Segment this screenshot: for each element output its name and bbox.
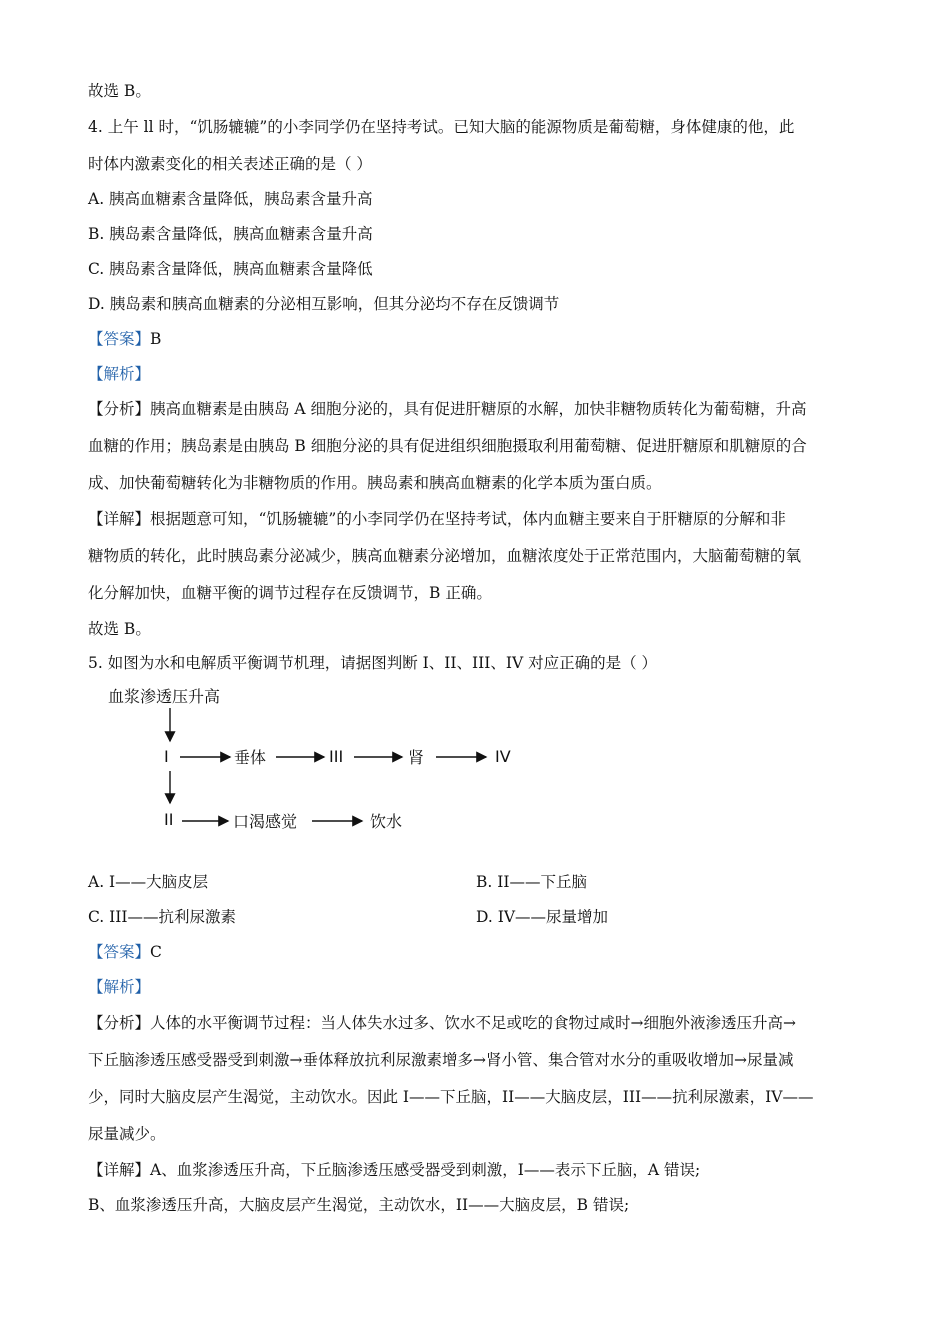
question-5-option-a: A. I——大脑皮层 xyxy=(88,873,209,891)
answer-value: C xyxy=(150,943,162,961)
question-5-detail-1: 【详解】A、血浆渗透压升高，下丘脑渗透压感受器受到刺激，I——表示下丘脑，A 错误; xyxy=(88,1161,701,1179)
question-5-option-c: C. III——抗利尿激素 xyxy=(88,908,237,926)
diagram-node-yinshui: 饮水 xyxy=(370,812,403,831)
answer-tag: 【答案】 xyxy=(88,330,151,348)
question-5-option-d: D. IV——尿量增加 xyxy=(476,908,609,926)
conclusion-line: 故选 B。 xyxy=(88,82,151,100)
diagram-node-II: II xyxy=(164,810,174,829)
question-5-stem: 5. 如图为水和电解质平衡调节机理，请据图判断 I、II、III、IV 对应正确的是（ ） xyxy=(88,654,658,672)
diagram-node-shen: 肾 xyxy=(408,748,425,767)
question-4-option-a: A. 胰高血糖素含量降低，胰岛素含量升高 xyxy=(88,190,373,208)
question-5-option-b: B. II——下丘脑 xyxy=(476,873,587,891)
question-5-answer xyxy=(88,941,162,963)
question-4-detail-3: 化分解加快，血糖平衡的调节过程存在反馈调节，B 正确。 xyxy=(88,584,492,602)
question-5-analysis-1: 【分析】人体的水平衡调节过程：当人体失水过多、饮水不足或吃的食物过咸时→细胞外液渗透压升高→ xyxy=(88,1014,796,1032)
question-4-option-c: C. 胰岛素含量降低，胰高血糖素含量降低 xyxy=(88,260,373,278)
question-4-analysis-2: 血糖的作用；胰岛素是由胰岛 B 细胞分泌的具有促进组织细胞摄取利用葡萄糖、促进肝糖原和肌糖原的合 xyxy=(88,437,807,455)
question-4-analysis-1: 【分析】胰高血糖素是由胰岛 A 细胞分泌的，具有促进肝糖原的水解，加快非糖物质转化为葡萄糖，升高 xyxy=(88,400,807,418)
diagram-node-kouke: 口渴感觉 xyxy=(233,812,298,831)
question-4-detail-2: 糖物质的转化，此时胰岛素分泌减少，胰高血糖素分泌增加，血糖浓度处于正常范围内，大脑葡萄糖的氧 xyxy=(88,547,802,565)
diagram-node-IV: IV xyxy=(495,747,511,766)
question-4-detail-1: 【详解】根据题意可知，“饥肠辘辘”的小李同学仍在坚持考试，体内血糖主要来自于肝糖原的分解和非 xyxy=(88,510,786,528)
question-4-stem-cont: 时体内激素变化的相关表述正确的是（ ） xyxy=(88,155,372,173)
diagram-node-chuiti: 垂体 xyxy=(234,748,267,767)
question-5-analysis-3: 少，同时大脑皮层产生渴觉，主动饮水。因此 I——下丘脑，II——大脑皮层，III——抗利尿激素，IV—— xyxy=(88,1088,814,1106)
answer-tag: 【答案】 xyxy=(88,943,151,961)
question-4-answer xyxy=(88,328,161,350)
question-4-option-b: B. 胰岛素含量降低，胰高血糖素含量升高 xyxy=(88,225,373,243)
question-4-analysis-tag: 【解析】 xyxy=(88,365,151,383)
question-5-analysis-2: 下丘脑渗透压感受器受到刺激→垂体释放抗利尿激素增多→肾小管、集合管对水分的重吸收增加→尿量减 xyxy=(88,1051,794,1069)
question-5-analysis-tag: 【解析】 xyxy=(88,978,151,996)
diagram-node-III: III xyxy=(329,747,344,766)
question-5-analysis-4: 尿量减少。 xyxy=(88,1125,166,1143)
water-balance-diagram xyxy=(100,683,560,843)
question-4-option-d: D. 胰岛素和胰高血糖素的分泌相互影响，但其分泌均不存在反馈调节 xyxy=(88,295,560,313)
question-4-analysis-3: 成、加快葡萄糖转化为非糖物质的作用。胰岛素和胰高血糖素的化学本质为蛋白质。 xyxy=(88,474,662,492)
diagram-node-I: I xyxy=(164,747,169,766)
question-5-detail-2: B、血浆渗透压升高，大脑皮层产生渴觉，主动饮水，II——大脑皮层，B 错误; xyxy=(88,1196,630,1214)
question-4-conclusion: 故选 B。 xyxy=(88,620,151,638)
question-4-stem: 4. 上午 ll 时，“饥肠辘辘”的小李同学仍在坚持考试。已知大脑的能源物质是葡萄糖，身体健康的他，此 xyxy=(88,118,795,136)
diagram-node-plasma-osmotic: 血浆渗透压升高 xyxy=(108,687,221,706)
answer-value: B xyxy=(150,330,162,348)
